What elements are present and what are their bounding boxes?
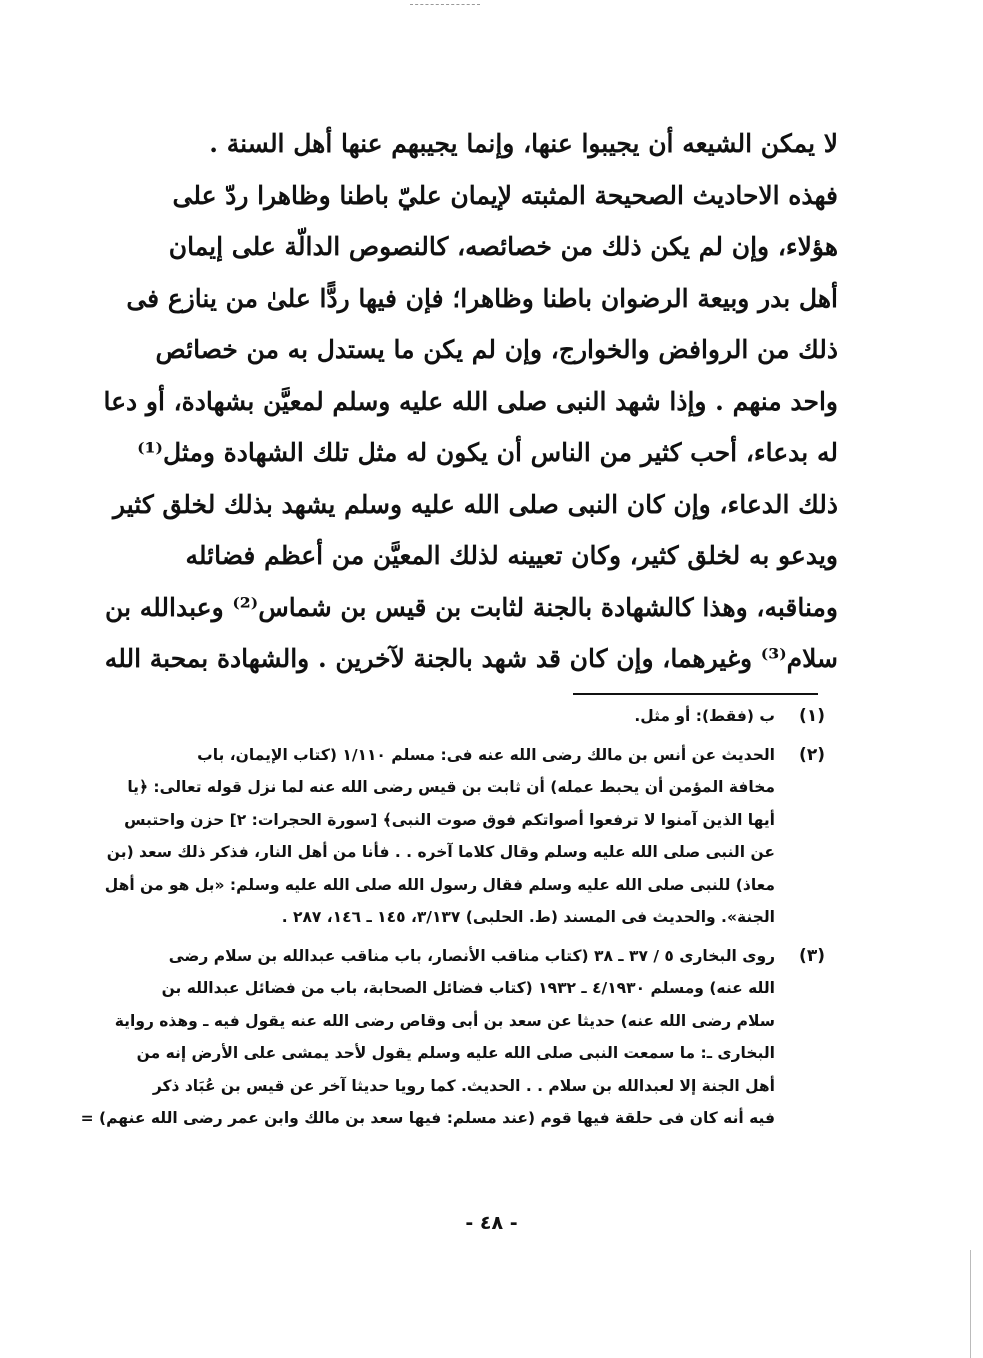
- footnotes-section: [80, 700, 825, 1141]
- body-line: له بدعاء، أحب كثير من الناس أن يكون له مثل تلك الشهادة ومثل⁽¹⁾: [137, 438, 838, 467]
- footnote-number: (١): [799, 706, 825, 726]
- footnote-separator: [573, 693, 818, 695]
- body-line: واحد منهم . وإذا شهد النبى صلى الله عليه وسلم لمعيَّن بشهادة، أو دعا: [103, 386, 838, 416]
- footnote-line: الله عنه) ومسلم ٤/١٩٣٠ ـ ١٩٣٢ (كتاب فضائل الصحابة، باب من فضائل عبدالله بن: [161, 979, 775, 997]
- footnote-line: مخافة المؤمن أن يحبط عمله) أن ثابت بن قيس رضى الله عنه لما نزل قوله تعالى: ﴿يا: [127, 778, 775, 796]
- body-line: هؤلاء، وإن لم يكن ذلك من خصائصه، كالنصوص الدالّة على إيمان: [168, 232, 838, 261]
- footnote-body: [95, 700, 775, 733]
- scan-edge-line: [970, 1250, 971, 1358]
- body-line: ومناقبه، وهذا كالشهادة بالجنة لثابت بن قيس بن شماس⁽²⁾ وعبدالله بن: [105, 592, 838, 622]
- main-body-text: [103, 118, 838, 685]
- footnote-line: أهل الجنة إلا لعبدالله بن سلام . . الحديث. كما رويا حديثا آخر عن قيس بن عُبَاد ذكر: [152, 1076, 775, 1095]
- footnote-line: فيه أنه كان فى حلقة فيها قوم (عند مسلم: فيها سعد بن مالك وابن عمر رضى الله عنهم) =: [80, 1109, 775, 1127]
- footnote-line: البخارى ـ: ما سمعت النبى صلى الله عليه وسلم يقول لأحد يمشى على الأرض إنه من: [136, 1044, 775, 1062]
- body-line: ذلك من الروافض والخوارج، وإن لم يكن ما يستدل به من خصائص: [155, 335, 838, 364]
- footnote-number: (٣): [799, 945, 825, 966]
- footnote-body: [95, 739, 775, 934]
- body-line: فهذه الاحاديث الصحيحة المثبته لإيمان عليّ باطنا وظاهرا ردّ على: [172, 180, 838, 210]
- footnote-number: (٢): [799, 744, 825, 765]
- footnote-line: روى البخارى ٥ / ٣٧ ـ ٣٨ (كتاب مناقب الأنصار، باب مناقب عبدالله بن سلام رضى: [168, 946, 775, 965]
- footnote-3: [80, 940, 825, 1135]
- body-line: ذلك الدعاء، وإن كان النبى صلى الله عليه وسلم يشهد بذلك لخلق كثير: [112, 489, 838, 519]
- top-edge-mark: [410, 4, 480, 5]
- body-line: أهل بدر وبيعة الرضوان باطنا وظاهرا؛ فإن فيها ردًّا علىٰ من ينازع فى: [126, 283, 838, 313]
- footnote-line: أيها الذين آمنوا لا ترفعوا أصواتكم فوق صوت النبى﴾ [سورة الحجرات: ٢] حزن واحتبس: [124, 810, 775, 829]
- body-line: ويدعو به لخلق كثير، وكان تعيينه لذلك المعيَّن من أعظم فضائله: [185, 541, 838, 570]
- footnote-line: معاذ) للنبى صلى الله عليه وسلم فقال رسول الله صلى الله عليه وسلم: «بل هو من أهل: [104, 875, 775, 894]
- footnote-line: عن النبى صلى الله عليه وسلم وقال كلاما آخره . . فأنا من أهل النار، فذكر ذلك سعد (بن: [106, 843, 775, 861]
- footnote-line: ب (فقط): أو مثل.: [634, 707, 775, 725]
- body-line: سلام⁽³⁾ وغيرهما، وإن كان قد شهد بالجنة لآخرين . والشهادة بمحبة الله: [104, 644, 838, 673]
- footnote-line: الجنة». والحديث فى المسند (ط. الحلبى) ٣/١٣٧، ١٤٥ ـ ١٤٦، ٢٨٧ .: [281, 908, 775, 926]
- page-number: - ٤٨ -: [465, 1212, 518, 1234]
- footnote-line: الحديث عن أنس بن مالك رضى الله عنه فى: مسلم ١/١١٠ (كتاب الإيمان، باب: [197, 745, 775, 764]
- footnote-2: [95, 739, 825, 934]
- body-line: لا يمكن الشيعه أن يجيبوا عنها، وإنما يجيبهم عنها أهل السنة .: [209, 129, 838, 158]
- footnote-body: [81, 940, 775, 1135]
- footnote-1: [95, 700, 825, 733]
- footnote-line: سلام رضى الله عنه) حديثا عن سعد بن أبى وقاص رضى الله عنه يقول فيه ـ وهذه رواية: [114, 1011, 775, 1030]
